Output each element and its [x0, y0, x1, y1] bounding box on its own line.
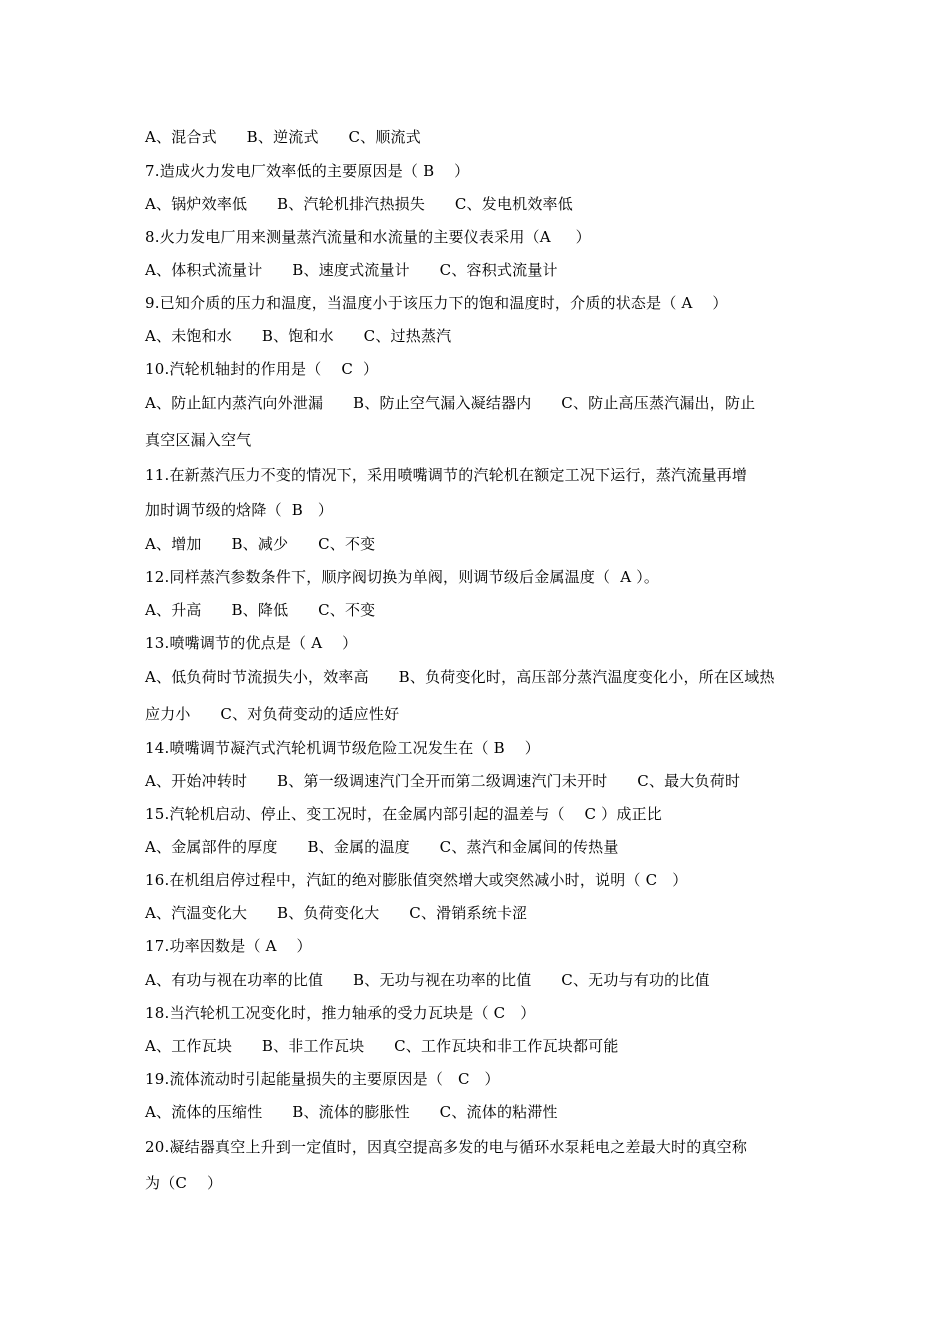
question-11: 11.在新蒸汽压力不变的情况下，采用喷嘴调节的汽轮机在额定工况下运行，蒸汽流量再增 — [145, 466, 748, 484]
text-line: A、工作瓦块 B、非工作瓦块 C、工作瓦块和非工作瓦块都可能 — [145, 1037, 619, 1055]
question-16: 16.在机组启停过程中，汽缸的绝对膨胀值突然增大或突然减小时，说明（ C ） — [145, 871, 688, 889]
question-13: 13.喷嘴调节的优点是（ A ） — [145, 634, 358, 652]
question-14: 14.喷嘴调节凝汽式汽轮机调节级危险工况发生在（ B ） — [145, 739, 540, 757]
text-line: A、流体的压缩性 B、流体的膨胀性 C、流体的粘滞性 — [145, 1103, 558, 1121]
question-19: 19.流体流动时引起能量损失的主要原因是（ C ） — [145, 1070, 500, 1088]
text-line: A、未饱和水 B、饱和水 C、过热蒸汽 — [145, 327, 452, 345]
question-10: 10.汽轮机轴封的作用是（ C ） — [145, 360, 379, 378]
text-line: A、汽温变化大 B、负荷变化大 C、滑销系统卡涩 — [145, 904, 528, 922]
text-line: A、锅炉效率低 B、汽轮机排汽热损失 C、发电机效率低 — [145, 195, 573, 213]
text-line: A、低负荷时节流损失小，效率高 B、负荷变化时，高压部分蒸汽温度变化小，所在区域热 — [145, 668, 775, 686]
text-line: A、有功与视在功率的比值 B、无功与视在功率的比值 C、无功与有功的比值 — [145, 971, 710, 989]
text-line: A、升高 B、降低 C、不变 — [145, 601, 376, 619]
text-line: A、混合式 B、逆流式 C、顺流式 — [145, 128, 421, 146]
text-line: 加时调节级的焓降（ B ） — [145, 501, 334, 519]
question-20: 20.凝结器真空上升到一定值时，因真空提高多发的电与循环水泵耗电之差最大时的真空称 — [145, 1138, 748, 1156]
question-15: 15.汽轮机启动、停止、变工况时，在金属内部引起的温差与（ C ）成正比 — [145, 805, 662, 823]
question-9: 9.已知介质的压力和温度，当温度小于该压力下的饱和温度时，介质的状态是（ A ） — [145, 294, 728, 312]
question-17: 17.功率因数是（ A ） — [145, 937, 312, 955]
text-line: 应力小 C、对负荷变动的适应性好 — [145, 705, 400, 723]
text-line: A、金属部件的厚度 B、金属的温度 C、蒸汽和金属间的传热量 — [145, 838, 619, 856]
question-18: 18.当汽轮机工况变化时，推力轴承的受力瓦块是（ C ） — [145, 1004, 536, 1022]
question-12: 12.同样蒸汽参数条件下，顺序阀切换为单阀，则调节级后金属温度（ A ）。 — [145, 568, 660, 586]
text-line: 真空区漏入空气 — [145, 431, 252, 449]
question-8: 8.火力发电厂用来测量蒸汽流量和水流量的主要仪表采用（A ） — [145, 228, 591, 246]
text-line: A、开始冲转时 B、第一级调速汽门全开而第二级调速汽门未开时 C、最大负荷时 — [145, 772, 741, 790]
text-line: A、防止缸内蒸汽向外泄漏 B、防止空气漏入凝结器内 C、防止高压蒸汽漏出，防止 — [145, 394, 756, 412]
text-line: A、体积式流量计 B、速度式流量计 C、容积式流量计 — [145, 261, 558, 279]
text-line: A、增加 B、减少 C、不变 — [145, 535, 376, 553]
text-line: 为（C ） — [145, 1174, 223, 1192]
question-7: 7.造成火力发电厂效率低的主要原因是（ B ） — [145, 162, 470, 180]
